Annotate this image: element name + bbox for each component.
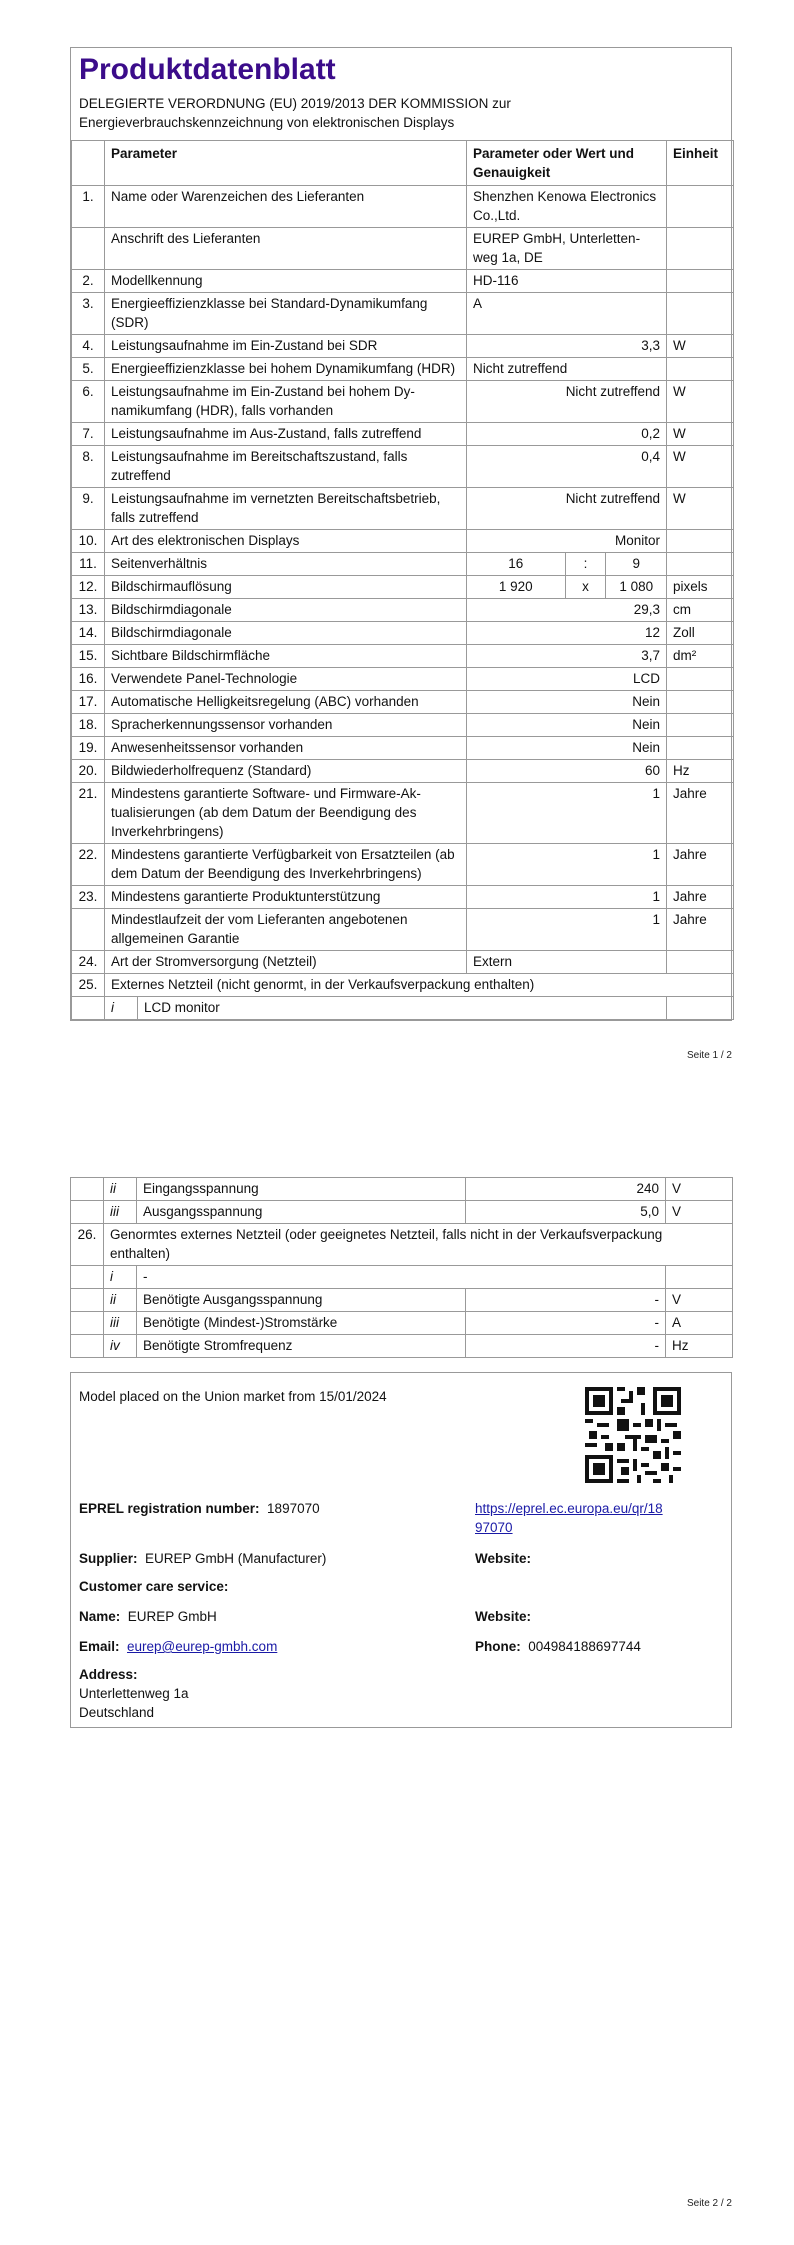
supplier: Supplier: EUREP GmbH (Manufacturer) [79, 1551, 327, 1566]
eprel-registration: EPREL registration number: 1897070 [79, 1501, 320, 1516]
table-row: 19. Anwesenheitssensor vorhanden Nein [72, 737, 734, 760]
sub-table [71, 997, 734, 1020]
table-row: 6. Leistungsaufnahme im Ein-Zustand bei hohem Dynamikumfang (HDR), falls vorhanden Nicht zutreffend W [72, 381, 734, 423]
table-row: 17. Automatische Helligkeitsregelung (ABC) vorhanden Nein [72, 691, 734, 714]
table-row: ii Eingangsspannung 240 V [71, 1178, 733, 1201]
table-row: 16. Verwendete Panel-Technologie LCD [72, 668, 734, 691]
table-row: iii Ausgangsspannung 5,0 V [71, 1201, 733, 1224]
table-row: 5. Energieeffizienzklasse bei hohem Dynamikumfang (HDR) Nicht zutreffend [72, 358, 734, 381]
table-row: 23. Mindestens garantierte Produktunterstützung 1 Jahre [72, 886, 734, 909]
table-row: ii Benötigte Ausgangsspannung - V [71, 1289, 733, 1312]
table-row: 21. Mindestens garantierte Software- und Firmware-Aktualisierungen (ab dem Datum der Beendigung des Inverkehrbringens) 1 Jahre [72, 783, 734, 844]
table-row: 15. Sichtbare Bildschirmfläche 3,7 dm² [72, 645, 734, 668]
table-row: 18. Spracherkennungssensor vorhanden Nein [72, 714, 734, 737]
table-row: Anschrift des Lieferanten EUREP GmbH, Unterlettenweg 1a, DE [72, 228, 734, 270]
email-link[interactable]: eurep@eurep-gmbh.com [127, 1639, 278, 1654]
market-date: Model placed on the Union market from 15/01/2024 [79, 1389, 387, 1404]
table-row: 14. Bildschirmdiagonale 12 Zoll [72, 622, 734, 645]
table-row: 10. Art des elektronischen Displays Monitor [72, 530, 734, 553]
customer-care-heading: Customer care service: [79, 1579, 229, 1594]
datasheet-page-1 [70, 47, 732, 1021]
table-row: 12. Bildschirmauflösung 1 920 x 1 080 pixels [72, 576, 734, 599]
table-row: 22. Mindestens garantierte Verfügbarkeit von Ersatzteilen (ab dem Datum der Beendigung des Inverkehrbringens) 1 Jahre [72, 844, 734, 886]
table-row: 2. Modellkennung HD-116 [72, 270, 734, 293]
supplier-website-label: Website: [475, 1551, 532, 1566]
table-row: 11. Seitenverhältnis 16 : 9 [72, 553, 734, 576]
table-row: 7. Leistungsaufnahme im Aus-Zustand, falls zutreffend 0,2 W [72, 423, 734, 446]
table-row: 9. Leistungsaufnahme im vernetzten Bereitschaftsbetrieb, falls zutreffend Nicht zutreffend W [72, 488, 734, 530]
column-header-value: Parameter oder Wert und Genauigkeit [467, 141, 667, 186]
datasheet-page-2 [70, 1177, 732, 1358]
eprel-link[interactable]: https://eprel.ec.europa.eu/qr/18 97070 [475, 1501, 663, 1535]
care-name: Name: EUREP GmbH [79, 1609, 217, 1624]
table-row: i - [71, 1266, 733, 1289]
table-row: 25. Externes Netzteil (nicht genormt, in der Verkaufsverpackung enthalten) [72, 974, 734, 997]
care-address: Address: Unterlettenweg 1a Deutschland [79, 1667, 189, 1720]
page-title: Produktdatenblatt [79, 53, 336, 86]
column-header-unit: Einheit [667, 141, 734, 186]
table-row: 3. Energieeffizienzklasse bei Standard-Dynamikumfang (SDR) A [72, 293, 734, 335]
qr-code-icon [585, 1387, 681, 1483]
page-number: Seite 1 / 2 [686, 1050, 732, 1061]
parameter-table [71, 140, 734, 997]
care-email: Email: eurep@eurep-gmbh.com [79, 1639, 278, 1654]
page-number: Seite 2 / 2 [686, 2198, 732, 2209]
table-row: 8. Leistungsaufnahme im Bereitschaftszustand, falls zutreffend 0,4 W [72, 446, 734, 488]
page-subtitle: DELEGIERTE VERORDNUNG (EU) 2019/2013 DER KOMMISSION zur Energieverbrauchskennzeichnung von elektronischen Displays [79, 96, 511, 130]
care-website-label: Website: [475, 1609, 532, 1624]
table-row: 1. Name oder Warenzeichen des Lieferanten Shenzhen Kenowa Electronics Co.,Ltd. [72, 186, 734, 228]
table-row: 20. Bildwiederholfrequenz (Standard) 60 Hz [72, 760, 734, 783]
table-row: 24. Art der Stromversorgung (Netzteil) Extern [72, 951, 734, 974]
eprel-info-box [70, 1372, 732, 1728]
table-row: 26. Genormtes externes Netzteil (oder geeignetes Netzteil, falls nicht in der Verkaufsverpackung enthalten) [71, 1224, 733, 1266]
column-header-parameter: Parameter [105, 141, 467, 186]
table-header-row [72, 141, 734, 186]
table-row: iv Benötigte Stromfrequenz - Hz [71, 1335, 733, 1358]
table-row: Mindestlaufzeit der vom Lieferanten angebotenen allgemeinen Garantie 1 Jahre [72, 909, 734, 951]
care-phone: Phone: 004984188697744 [475, 1639, 641, 1654]
table-row: 4. Leistungsaufnahme im Ein-Zustand bei SDR 3,3 W [72, 335, 734, 358]
parameter-table-continued [70, 1177, 733, 1358]
table-row: i LCD monitor [72, 997, 734, 1020]
table-row: iii Benötigte (Mindest-)Stromstärke - A [71, 1312, 733, 1335]
table-row: 13. Bildschirmdiagonale 29,3 cm [72, 599, 734, 622]
